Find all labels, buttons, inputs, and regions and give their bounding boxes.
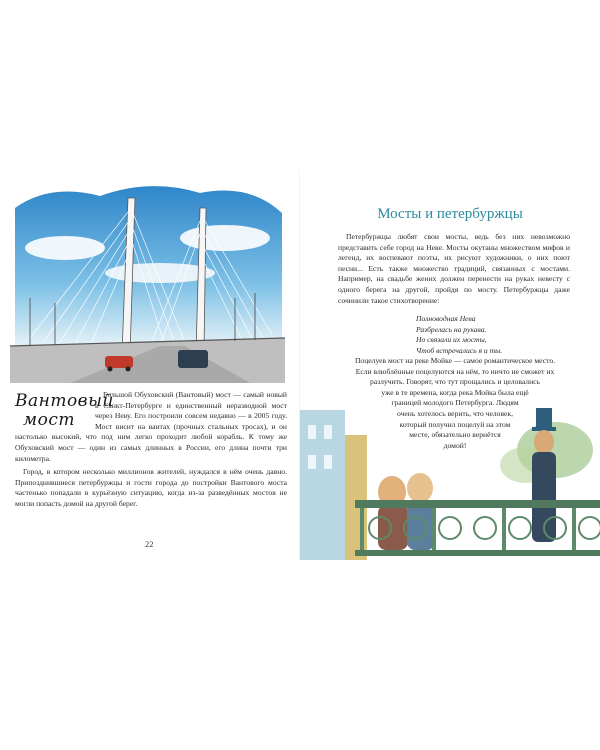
section-title-line-1: Вантовый: [15, 391, 114, 411]
text-line: Поцелуев мост на реке Мойке — самое романтическое место.: [354, 356, 556, 365]
text-line: границей молодого Петербурга. Людям: [391, 398, 519, 408]
cable-stayed-bridge-illustration: [10, 178, 285, 383]
poem-line: Разбрелась на рукава.: [416, 324, 487, 334]
text-line: месте, обязательно вернётся: [409, 430, 501, 440]
poem: [416, 314, 570, 356]
left-body-text: [15, 390, 287, 513]
right-body-text: [338, 232, 570, 365]
left-page: [0, 170, 300, 560]
paragraph: Город, в котором несколько миллионов жителей, нуждался в нём очень давно. Припозднившиеся петербуржцы и гости города до постройки Вантового моста частенько попадали в курьёзную ситуацию, когда из-за разведённых мостов не могли попасть домой на другой берег.: [15, 467, 287, 508]
poem-line: Полноводная Нева: [416, 314, 476, 324]
section-title-line-2: мост: [23, 410, 75, 430]
paragraph: Большой Обуховский (Вантовый) мост — самый новый в Санкт-Петербурге и единственный неразводной мост через Неву. Его построили совсем недавно — в 2005 году. Мост висит на вантах (прочных стальных тросах), и он настолько высокий, что под ним легко проходит любой корабль. К тому же Обуховский мост — один из самых длинных в России, его длина почти три километра.: [15, 390, 287, 463]
title-spacer: [15, 390, 114, 432]
page-title: Мосты и петербуржцы: [377, 206, 523, 222]
paragraph: Петербуржцы любят свои мосты, ведь без них невозможно представить себе город на Неве. Мосты окутаны множеством мифов и легенд, их воспевают поэты, их рисуют художники, о них поют песни... Есть также множество традиций, связанных с мостами. Например, на свадьбе жених должен перенести на руках невесту с одного берега на другой, пройдя по мосту. Петербуржцы даже сочинили такое стихотворение:: [338, 232, 570, 305]
right-page: [300, 170, 600, 560]
kissing-bridge-text: [336, 356, 574, 451]
poem-line: Но связали их мосты,: [416, 335, 487, 345]
page-number: 22: [145, 539, 154, 549]
text-line: уже в те времена, когда река Мойка была ещё: [381, 387, 529, 397]
text-line: домой!: [443, 440, 467, 450]
text-line: очень хотелось верить, что человек,: [397, 408, 513, 418]
text-line: который получил поцелуй на этом: [399, 419, 511, 429]
text-line: разлучить. Говорят, что тут прощались и целовались: [370, 377, 540, 387]
text-line: Если влюблённые поцелуются на нём, то ничто не сможет их: [355, 366, 555, 376]
poem-line: Чтоб встречались я и ты.: [416, 345, 503, 355]
